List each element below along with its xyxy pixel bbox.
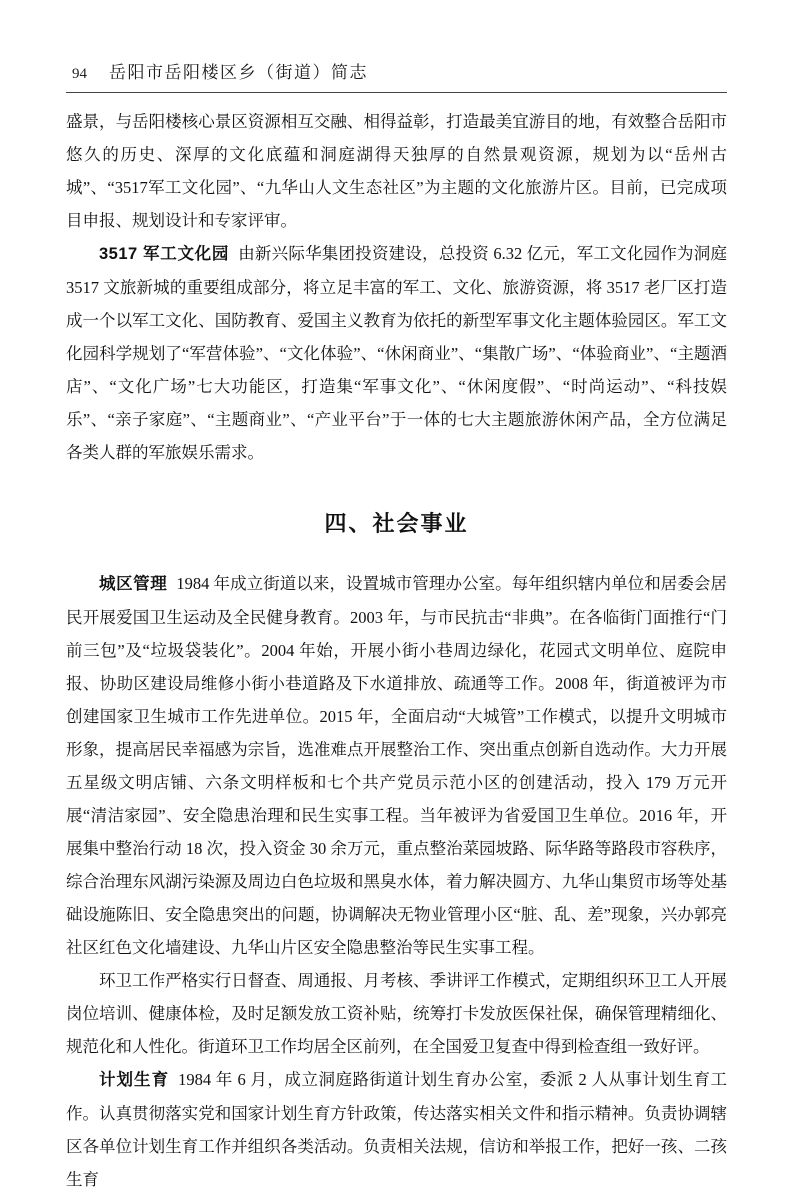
paragraph-scenery-continuation: 盛景，与岳阳楼核心景区资源相互交融、相得益彰，打造最美宜游目的地，有效整合岳阳市悠久的历史、深厚的文化底蕴和洞庭湖得天独厚的自然景观资源，规划为以“岳州古城”、“3517军工文化园”、“九华山人文生态社区”为主题的文化旅游片区。目前，已完成项目申报、规划设计和专家评审。 — [66, 112, 727, 230]
paragraph-lead-3517-park: 3517 军工文化园 — [99, 245, 230, 263]
paragraph-sanitation-work: 环卫工作严格实行日督查、周通报、月考核、季讲评工作模式，定期组织环卫工人开展岗位培训、健康体检，及时足额发放工资补贴，统筹打卡发放医保社保，确保管理精细化、规范化和人性化。街道环卫工作均居全区前列，在全国爱卫复查中得到检查组一致好评。 — [66, 971, 727, 1056]
page-number: 94 — [72, 66, 87, 82]
paragraph-text-urban-management: 1984 年成立街道以来，设置城市管理办公室。每年组织辖内单位和居委会居民开展爱国卫生运动及全民健身教育。2003 年，与市民抗击“非典”。在各临街门面推行“门前三包”及“垃圾袋装化”。2004 年始，开展小街小巷周边绿化，花园式文明单位、庭院申报、协助区建设局维修小街小巷道路及下水道排放、疏通等工作。2008 年，街道被评为市创建国家卫生城市工作先进单位。2015 年，全面启动“大城管”工作模式，以提升文明城市形象，提高居民幸福感为宗旨，选准难点开展整治工作、突出重点创新自选动作。大力开展五星级文明店铺、六条文明样板和七个共产党员示范小区的创建活动，投入 179 万元开展“清洁家园”、安全隐患治理和民生实事工程。当年被评为省爱国卫生单位。2016 年，开展集中整治行动 18 次，投入资金 30 余万元，重点整治菜园坡路、际华路等路段市容秩序，综合治理东风湖污染源及周边白色垃圾和黑臭水体，着力解决圆方、九华山集贸市场等处基础设施陈旧、安全隐患突出的问题，协调解决无物业管理小区“脏、乱、差”现象，兴办郭亮社区红色文化墙建设、九华山片区安全隐患整治等民生实事工程。 — [66, 574, 728, 957]
paragraph-lead-urban-management: 城区管理 — [99, 575, 168, 593]
paragraph-text-family-planning: 1984 年 6 月，成立洞庭路街道计划生育办公室，委派 2 人从事计划生育工作。认真贯彻落实党和国家计划生育方针政策，传达落实相关文件和指示精神。负责协调辖区各单位计划生育工作并组织各类活动。负责相关法规，信访和举报工作，把好一孩、二孩生育 — [66, 1070, 728, 1189]
page-header — [66, 58, 727, 92]
paragraph-family-planning — [66, 1063, 727, 1196]
page-body — [66, 105, 727, 1196]
section-heading-social-affairs: 四、社会事业 — [324, 511, 469, 536]
book-title: 岳阳市岳阳楼区乡（街道）简志 — [109, 63, 368, 82]
paragraph-3517-military-culture-park — [66, 237, 727, 469]
header-rule — [66, 92, 727, 93]
paragraph-urban-management — [66, 567, 727, 964]
paragraph-text-3517-park: 由新兴际华集团投资建设，总投资 6.32 亿元，军工文化园作为洞庭 3517 文旅新城的重要组成部分，将立足丰富的军工、文化、旅游资源，将 3517 老厂区打造成一个以军工文化、国防教育、爱国主义教育为依托的新型军事文化主题体验园区。军工文化园科学规划了“军营体验”、“文化体验”、“休闲商业”、“集散广场”、“体验商业”、“主题酒店”、“文化广场”七大功能区，打造集“军事文化”、“休闲度假”、“时尚运动”、“科技娱乐”、“亲子家庭”、“主题商业”、“产业平台”于一体的七大主题旅游休闲产品，全方位满足各类人群的军旅娱乐需求。 — [66, 244, 728, 462]
paragraph-lead-family-planning: 计划生育 — [99, 1071, 170, 1089]
